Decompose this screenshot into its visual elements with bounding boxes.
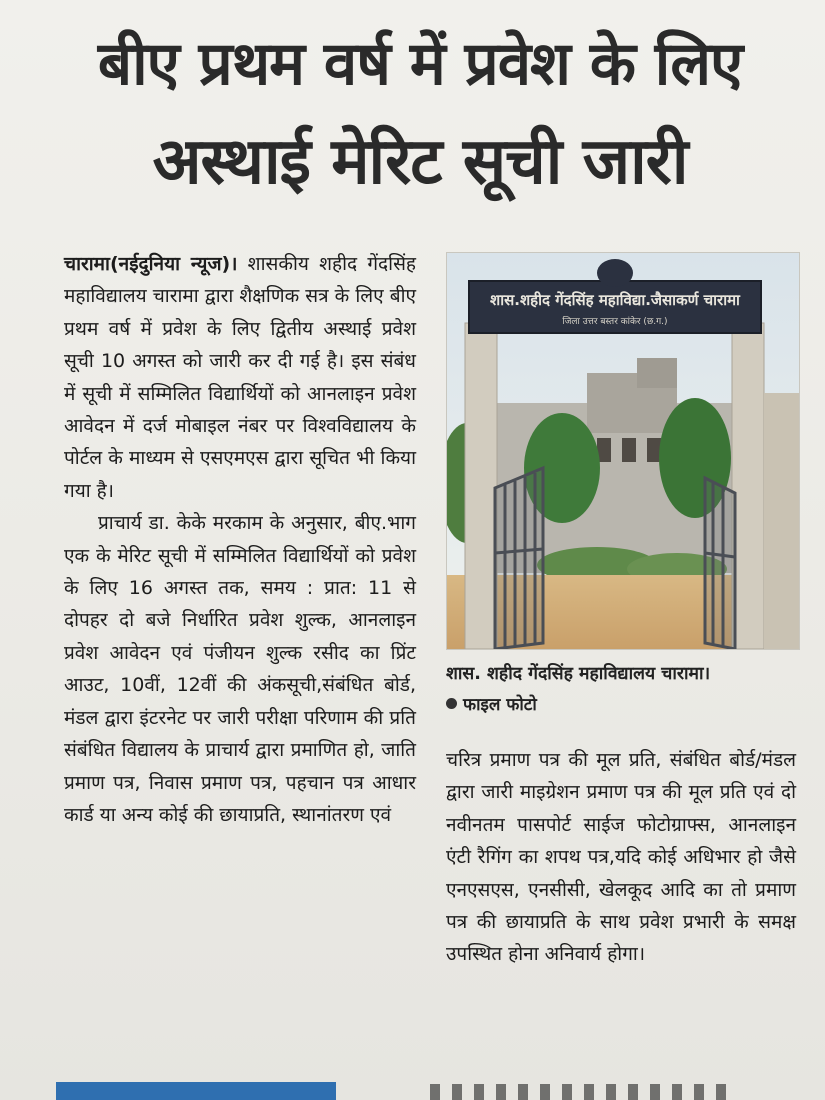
- paragraph-1-body: शासकीय शहीद गेंदसिंह महाविद्यालय चारामा द्वारा शैक्षणिक सत्र के लिए बीए प्रथम वर्ष में प्रवेश के लिए द्वितीय अस्थाई प्रवेश सूची 10 अगस्त को जारी कर दी गई है। इस संबंध में सूची में सम्मिलित विद्यार्थियों को आनलाइन प्रवेश आवेदन में दर्ज मोबाइल नंबर पर विश्वविद्यालय के पोर्टल के माध्यम से एसएमएस द्वारा सूचित भी किया गया है।: [64, 253, 416, 502]
- gate-sign-text-2: जिला उत्तर बस्तर कांकेर (छ.ग.): [562, 317, 668, 327]
- photo-credit: [446, 692, 798, 718]
- next-article-blue-bar: [56, 1082, 336, 1100]
- headline-line-1: बीए प्रथम वर्ष में प्रवेश के लिए: [97, 29, 743, 99]
- gate-sign-text-1: शास.शहीद गेंदसिंह महाविद्या.जैसाकर्ण चारामा: [490, 291, 740, 309]
- photo-caption: शास. शहीद गेंदसिंह महाविद्यालय चारामा।: [446, 664, 711, 684]
- article-column-right: [446, 744, 796, 971]
- article-paragraph-1: [64, 248, 416, 507]
- bullet-icon: [446, 698, 457, 709]
- article-column-left: [64, 248, 416, 831]
- college-gate-photo: [446, 252, 800, 650]
- article-paragraph-3: चरित्र प्रमाण पत्र की मूल प्रति, संबंधित बोर्ड/मंडल द्वारा जारी माइग्रेशन प्रमाण पत्र की मूल प्रति एवं दो नवीनतम पासपोर्ट साईज फोटोग्राफ्स, आनलाइन एंटी रैगिंग का शपथ पत्र,यदि कोई अधिभार हो जैसे एनएसएस, एनसीसी, खेलकूद आदि का तो प्रमाण पत्र की छायाप्रति के साथ प्रवेश प्रभारी के समक्ष उपस्थित होना अनिवार्य होगा।: [446, 749, 796, 966]
- article-paragraph-2: प्राचार्य डा. केके मरकाम के अनुसार, बीए.भाग एक के मेरिट सूची में सम्मिलित विद्यार्थियों को प्रवेश के लिए 16 अगस्त तक, समय : प्रात: 11 से दोपहर दो बजे निर्धारित प्रवेश शुल्क, आनलाइन प्रवेश आवेदन एवं पंजीयन शुल्क रसीद का प्रिंट आउट, 10वीं, 12वीं की अंकसूची,संबंधित बोर्ड, मंडल द्वारा इंटरनेट पर जारी परीक्षा परिणाम की प्रति संबंधित विद्यालय के प्राचार्य द्वारा प्रमाणित हो, जाति प्रमाण पत्र, निवास प्रमाण पत्र, पहचान पत्र आधार कार्ड या अन्य कोई की छायाप्रति, स्थानांतरण एवं: [64, 512, 416, 826]
- headline-line-2: अस्थाई मेरिट सूची जारी: [152, 125, 688, 199]
- photo-credit-label: फाइल फोटो: [463, 695, 537, 715]
- next-article-cropped-text: [430, 1084, 730, 1100]
- dateline: चारामा(नईदुनिया न्यूज)।: [64, 253, 238, 275]
